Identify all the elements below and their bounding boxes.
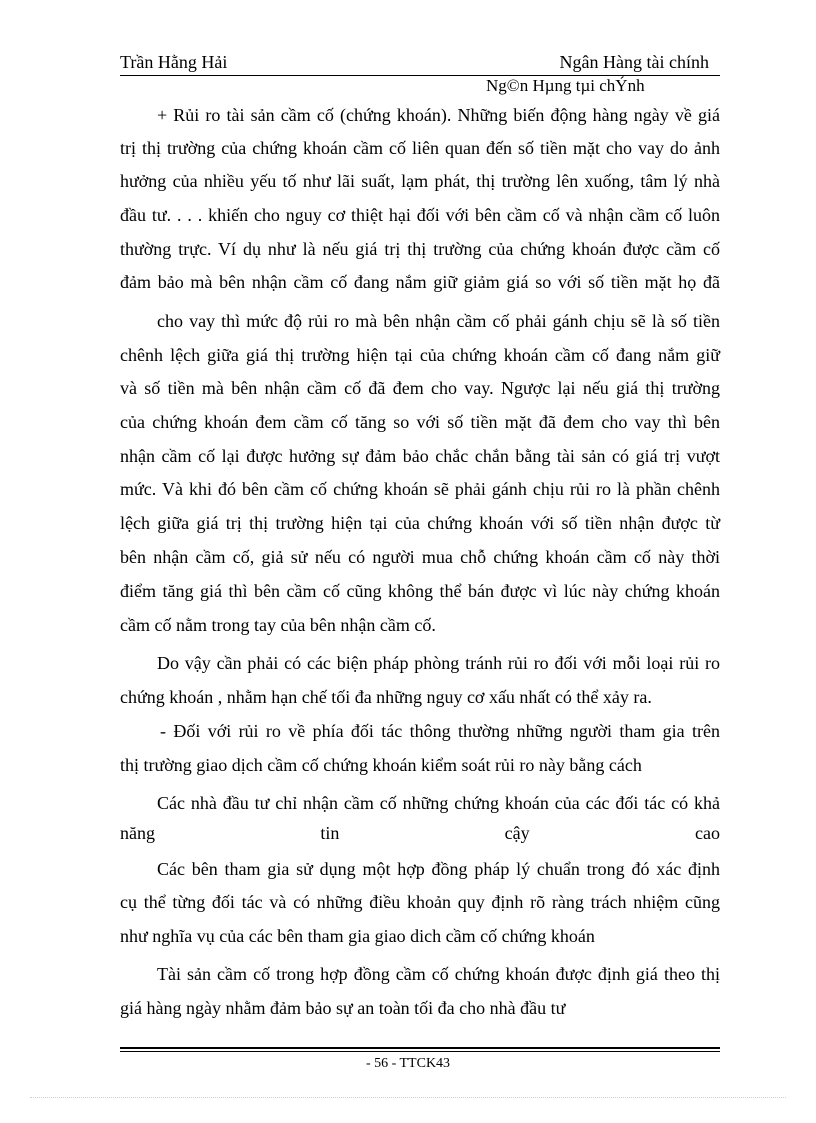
text-line: đầu tư. . . . khiến cho nguy cơ thiệt hại đối với bên cầm cố và nhận cầm cố luôn [120,205,720,225]
text-line: nhận cầm cố lại được hưởng sự đảm bảo chắc chắn bằng tài sản có giá trị vượt [120,446,720,466]
text-line: và số tiền mà bên nhận cầm cố đã đem cho vay. Ngược lại nếu giá thị trường [120,378,720,398]
footer-page-number: - 56 - TTCK43 [365,1056,451,1071]
text-line: thị trường giao dịch cầm cố chứng khoán kiểm soát rủi ro này bằng cách [120,755,642,775]
text-line: điểm tăng giá thì bên cầm cố cũng không thể bán được vì lúc này chứng khoán [120,581,720,601]
text-line: cầm cố nằm trong tay của bên nhận cầm cố. [120,615,436,635]
text-line: hưởng của nhiều yếu tố như lãi suất, lạm phát, thị trường lên xuống, tâm lý nhà [120,171,720,191]
text-line: giá hàng ngày nhằm đảm bảo sự an toàn tối đa cho nhà đầu tư [120,998,566,1018]
spread-word: cậy [504,823,530,843]
header-title: Ngân Hàng tài chính [559,52,709,72]
spread-word: tin [320,823,340,843]
text-line: Các bên tham gia sử dụng một hợp đồng pháp lý chuẩn trong đó xác định [157,859,720,879]
text-line: Do vậy cần phải có các biện pháp phòng tránh rủi ro đối với mỗi loại rủi ro [157,653,720,673]
text-line: trị thị trường của chứng khoán cầm cố liên quan đến số tiền mặt cho vay do ảnh [120,138,720,158]
text-line: mức. Và khi đó bên cầm cố chứng khoán sẽ phải gánh chịu rủi ro là phần chênh [120,479,720,499]
spread-word: năng [120,823,155,843]
header-author: Trần Hằng Hải [120,52,228,72]
text-line: đảm bảo mà bên nhận cầm cố đang nắm giữ giảm giá so với số tiền mặt họ đã [120,272,720,292]
text-line: + Rủi ro tài sản cầm cố (chứng khoán). Những biến động hàng ngày về giá [157,105,720,125]
text-line: Tài sản cầm cố trong hợp đồng cầm cố chứng khoán được định giá theo thị [157,964,720,984]
text-line: chênh lệch giữa giá thị trường hiện tại của chứng khoán cầm cố đang nắm giữ [120,345,720,365]
text-line: cụ thể từng đối tác và có những điều khoản quy định rõ ràng trách nhiệm cũng [120,892,720,912]
footer-rule-thin [120,1051,720,1052]
text-line: của chứng khoán đem cầm cố tăng so với số tiền mặt đã đem cho vay thì bên [120,412,720,432]
text-line: như nghĩa vụ của các bên tham gia giao dich cầm cố chứng khoán [120,926,595,946]
footer-rule-thick [120,1047,720,1049]
text-line: chứng khoán , nhằm hạn chế tối đa những nguy cơ xấu nhất có thể xảy ra. [120,687,652,707]
text-line: bên nhận cầm cố, giả sử nếu có người mua chỗ chứng khoán cầm cố này thời [120,547,720,567]
text-line: Các nhà đầu tư chỉ nhận cầm cố những chứng khoán của các đối tác có khả [157,793,720,813]
text-line: cho vay thì mức độ rủi ro mà bên nhận cầm cố phải gánh chịu sẽ là số tiền [157,311,720,331]
text-line: lệch giữa giá trị thị trường hiện tại của chứng khoán với số tiền nhận được từ [120,513,720,533]
header-garbled-title: Ng©n Hµng tµi chÝnh [486,76,645,95]
page-edge-dots [30,1097,786,1098]
text-line: - Đối với rủi ro về phía đối tác thông thường những người tham gia trên [160,721,720,741]
spread-word: cao [694,823,720,843]
text-line-spread [120,818,720,848]
text-line: thường trực. Ví dụ như là nếu giá trị thị trường của chứng khoán được cầm cố [120,239,720,259]
